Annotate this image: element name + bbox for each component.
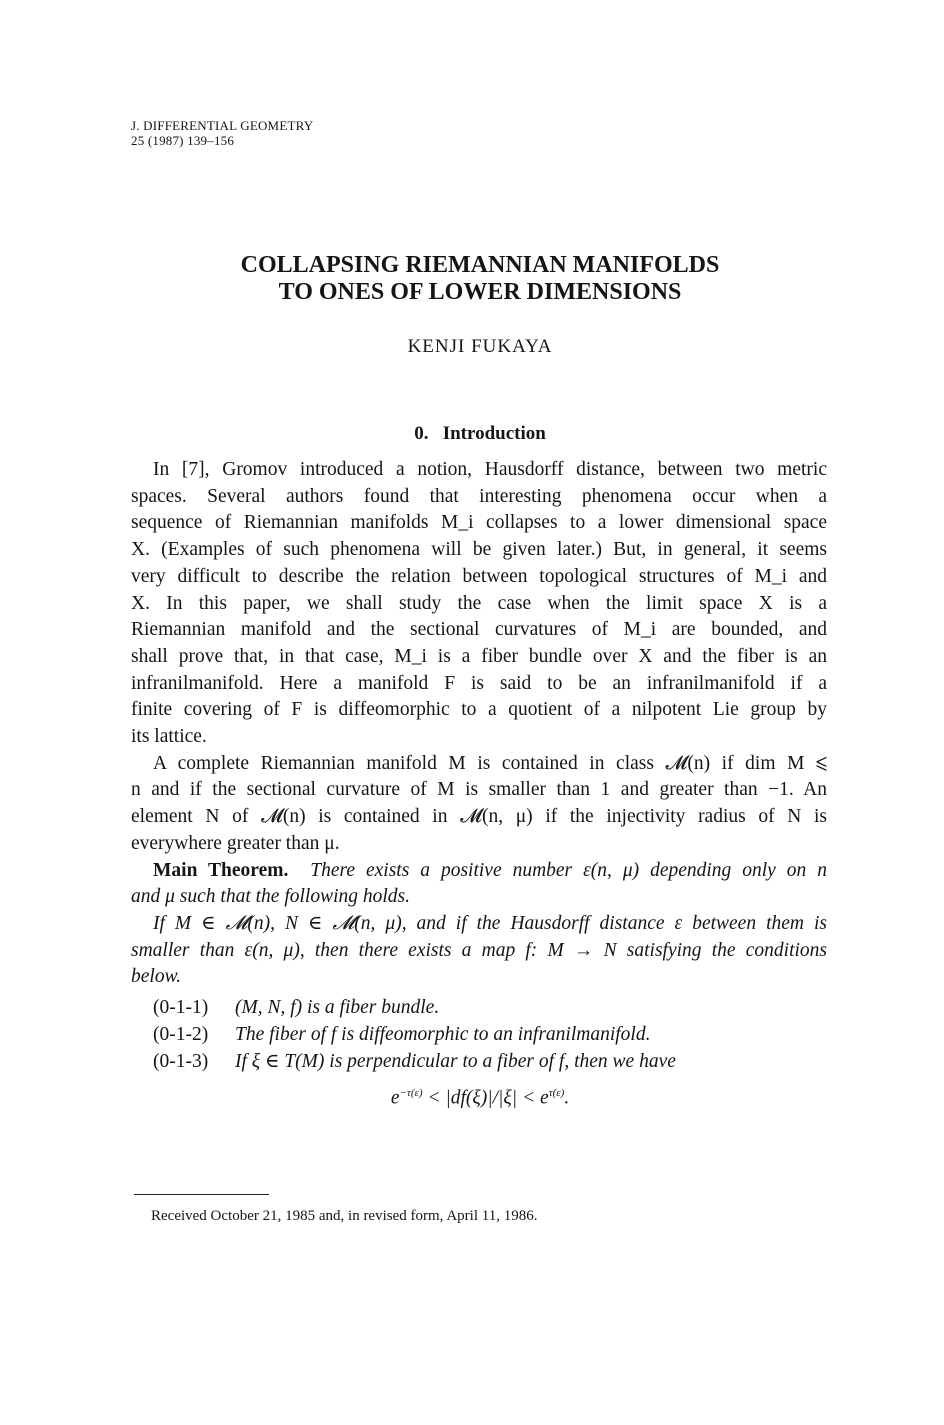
section-title: Introduction <box>442 423 546 444</box>
intro-line: shall prove that, in that case, M_i is a fiber bundle over X and the fiber is an <box>131 645 827 667</box>
condition-text: The fiber of f is diffeomorphic to an infranilmanifold. <box>235 1024 651 1045</box>
section-heading <box>0 423 944 445</box>
intro-line: X. In this paper, we shall study the case when the limit space X is a <box>131 592 827 614</box>
statement-line-3: below. <box>131 966 182 988</box>
journal-header <box>131 118 313 148</box>
author-name: KENJI FUKAYA <box>407 336 553 357</box>
intro-line: spaces. Several authors found that interesting phenomena occur when a <box>131 485 827 507</box>
formula-left-base: e <box>390 1087 400 1109</box>
theorem-line-1: There exists a positive number ε(n, μ) depending only on n <box>310 859 827 881</box>
theorem-line-2: and μ such that the following holds. <box>131 886 410 908</box>
formula-end: . <box>564 1087 570 1109</box>
intro-line: its lattice. <box>131 726 207 748</box>
class-line: A complete Riemannian manifold M is contained in class 𝓜(n) if dim M ⩽ <box>153 752 827 774</box>
condition-number: (0-1-3) <box>153 1051 209 1072</box>
condition-0-1-2 <box>153 1022 650 1049</box>
condition-text: (M, N, f) is a fiber bundle. <box>235 997 440 1018</box>
class-line: n and if the sectional curvature of M is smaller than 1 and greater than −1. An <box>131 779 827 801</box>
journal-name: J. DIFFERENTIAL GEOMETRY <box>131 118 314 133</box>
formula-right-exponent: τ(ε) <box>548 1087 565 1099</box>
intro-line: very difficult to describe the relation between topological structures of M_i and <box>131 565 827 587</box>
main-theorem <box>131 858 827 911</box>
intro-line: finite covering of F is diffeomorphic to a quotient of a nilpotent Lie group by <box>131 699 827 721</box>
statement-line-2: smaller than ε(n, μ), then there exists a map f: M → N satisfying the conditions <box>131 939 827 961</box>
class-line: everywhere greater than μ. <box>131 832 340 854</box>
class-line: element N of 𝓜(n) is contained in 𝓜(n, μ) if the injectivity radius of N is <box>131 806 827 828</box>
intro-line: Riemannian manifold and the sectional curvatures of M_i are bounded, and <box>131 619 827 641</box>
intro-line: infranilmanifold. Here a manifold F is said to be an infranilmanifold if a <box>131 672 827 694</box>
inequality-formula <box>0 1087 944 1110</box>
statement-line-1: If M ∈ 𝓜(n), N ∈ 𝓜(n, μ), and if the Hausdorff distance ε between them is <box>153 912 827 934</box>
formula-left-exponent: −τ(ε) <box>399 1087 423 1099</box>
title-line-1: COLLAPSING RIEMANNIAN MANIFOLDS <box>240 252 720 278</box>
intro-line: In [7], Gromov introduced a notion, Hausdorff distance, between two metric <box>153 459 827 480</box>
section-number: 0. <box>414 423 429 444</box>
footnote-rule <box>134 1194 269 1195</box>
title-line-2: TO ONES OF LOWER DIMENSIONS <box>278 279 682 305</box>
journal-volume: 25 (1987) 139–156 <box>131 133 235 148</box>
intro-line: sequence of Riemannian manifolds M_i collapses to a lower dimensional space <box>131 512 827 534</box>
paper-title <box>0 252 944 306</box>
theorem-statement <box>131 911 827 991</box>
condition-number: (0-1-1) <box>153 997 209 1018</box>
condition-text: If ξ ∈ T(M) is perpendicular to a fiber of f, then we have <box>235 1051 676 1072</box>
footnote: Received October 21, 1985 and, in revised form, April 11, 1986. <box>151 1208 538 1224</box>
condition-number: (0-1-2) <box>153 1024 209 1045</box>
formula-middle: < |df(ξ)|/|ξ| < <box>422 1087 541 1109</box>
condition-0-1-3 <box>153 1049 676 1076</box>
condition-0-1-1 <box>153 995 439 1022</box>
main-theorem-label: Main Theorem. <box>153 859 289 881</box>
intro-paragraph <box>131 457 827 751</box>
body-text <box>131 457 827 991</box>
class-paragraph <box>131 751 827 858</box>
intro-line: X. (Examples of such phenomena will be given later.) But, in general, it seems <box>131 539 827 561</box>
formula-right-base: e <box>540 1087 549 1109</box>
